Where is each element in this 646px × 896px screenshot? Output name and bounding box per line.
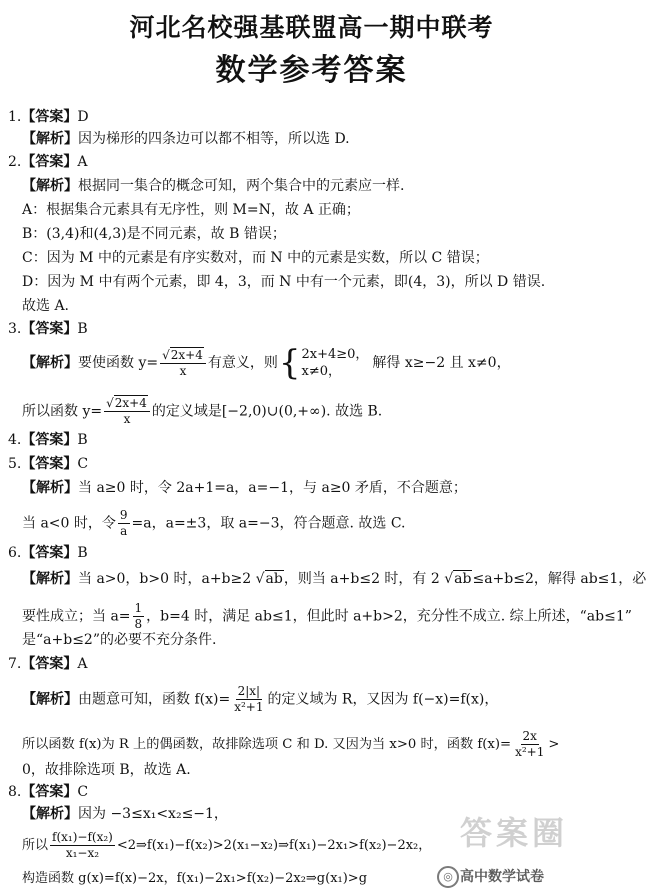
fraction: $\frac{9}{a}$	[119, 508, 128, 538]
q1-answer-line	[8, 109, 89, 126]
q3-explanation-1: 【解析】要使函数 y= $\frac{√2x+4}{x}$ 有意义，则{ 2x+4≥0， x≠0， 解得 x≥−2 且 x≠0，	[22, 343, 511, 383]
q3-answer: B	[77, 321, 88, 337]
q7-explanation-3: 0，故排除选项 B，故选 A.	[22, 762, 191, 778]
q2-answer-line: 2.【答案】A	[8, 154, 88, 170]
q6-answer: B	[77, 545, 88, 561]
q6-explanation-1: 【解析】当 a>0，b>0 时，a+b≥2 √ab，则当 a+b≤2 时，有 2 √ab≤a+b≤2，解得 ab≤1，必	[22, 571, 646, 587]
q2-option-b: B：(3,4)和(4,3)是不同元素，故 B 错误；	[22, 226, 286, 242]
q7-answer: A	[77, 656, 88, 672]
answer-label: 【答案】	[21, 109, 78, 125]
q2-conclusion: 故选 A.	[22, 298, 70, 314]
fraction: $\frac{2|x|}{\text{x²+1}}$	[234, 684, 264, 714]
fraction: $\frac{2x}{\text{x²+1}}$	[515, 729, 545, 759]
q8-explanation-1: 【解析】因为 −3≤x₁<x₂≤−1，	[22, 806, 228, 822]
q1-explanation: 【解析】因为梯形的四条边可以都不相等，所以选 D.	[22, 131, 350, 147]
q2-explanation: 【解析】根据同一集合的概念可知，两个集合中的元素应一样.	[22, 178, 405, 194]
watermark-caption: 高中数学试卷	[460, 869, 544, 885]
q6-explanation-3: 是“a+b≤2”的必要不充分条件.	[22, 632, 217, 648]
sqrt-fraction: $\frac{√2x+4}{x}$	[160, 348, 206, 379]
q2-option-c: C：因为 M 中的元素是有序实数对，而 N 中的元素是实数，所以 C 错误；	[22, 250, 489, 266]
q7-explanation-1: 【解析】由题意可知，函数 f(x)= $\frac{2|x|}{\text{x²+1}}$ 的定义域为 R，又因为 f(−x)=f(x)，	[22, 684, 499, 714]
analysis-label: 【解析】	[22, 131, 78, 147]
q7-answer-line: 7.【答案】A	[8, 656, 88, 672]
q5-answer-line: 5.【答案】C	[8, 456, 89, 472]
q2-option-a: A：根据集合元素具有无序性，则 M=N，故 A 正确；	[22, 202, 360, 218]
q3-explanation-2: 所以函数 y= $\frac{√2x+4}{x}$ 的定义域是[−2,0)∪(0,+∞). 故选 B.	[22, 396, 383, 426]
q8-answer: C	[77, 784, 89, 800]
exam-subtitle: 数学参考答案	[215, 53, 408, 88]
fraction: $\frac{\text{f(x₁)−f(x₂)}}{\text{x₁−x₂}}$	[52, 830, 113, 860]
q5-answer: C	[77, 456, 89, 472]
watermark-text: 答案圈	[460, 814, 569, 852]
wechat-logo-icon: ◎	[437, 866, 459, 888]
q1-answer: D	[77, 109, 89, 125]
q3-answer-line: 3.【答案】B	[8, 321, 88, 337]
q1-number: 1.	[8, 109, 22, 125]
inequality-system: 2x+4≥0， x≠0，	[301, 347, 369, 379]
q7-explanation-2: 所以函数 f(x)为 R 上的偶函数，故排除选项 C 和 D. 又因为当 x>0 时，函数 f(x)= $\frac{2x}{\text{x²+1}}$ >	[22, 729, 560, 759]
fraction: $\frac{1}{8}$	[134, 601, 143, 631]
q8-explanation-2: 所以 $\frac{\text{f(x₁)−f(x₂)}}{\text{x₁−x₂}}$ <2⇒f(x₁)−f(x₂)>2(x₁−x₂)⇒f(x₁)−2x₁>f(x₂)−2x₂，	[22, 830, 432, 860]
exam-title: 河北名校强基联盟高一期中联考	[129, 13, 494, 42]
q6-answer-line: 6.【答案】B	[8, 545, 88, 561]
q4-answer-line: 4.【答案】B	[8, 432, 88, 448]
q2-answer: A	[77, 154, 88, 170]
q5-explanation-2: 当 a<0 时，令 $\frac{9}{a}$ =a，a=±3，取 a=−3，符合题意. 故选 C.	[22, 508, 406, 538]
q5-explanation-1: 【解析】当 a≥0 时，令 2a+1=a，a=−1，与 a≥0 矛盾，不合题意；	[22, 480, 467, 496]
brace-symbol: {	[278, 343, 301, 383]
q8-explanation-3: 构造函数 g(x)=f(x)−2x，f(x₁)−2x₁>f(x₂)−2x₂⇒g(x₁)>g	[22, 871, 368, 886]
sqrt-fraction: $\frac{√2x+4}{x}$	[104, 396, 150, 427]
q6-explanation-2: 要性成立；当 a= $\frac{1}{8}$ ，b=4 时，满足 ab≤1，但此时 a+b>2，充分性不成立. 综上所述，“ab≤1”	[22, 601, 632, 631]
q4-answer: B	[77, 432, 88, 448]
q8-answer-line: 8.【答案】C	[8, 784, 89, 800]
q2-option-d: D：因为 M 中有两个元素，即 4，3，而 N 中有一个元素，即(4，3)，所以 D 错误.	[22, 274, 546, 290]
